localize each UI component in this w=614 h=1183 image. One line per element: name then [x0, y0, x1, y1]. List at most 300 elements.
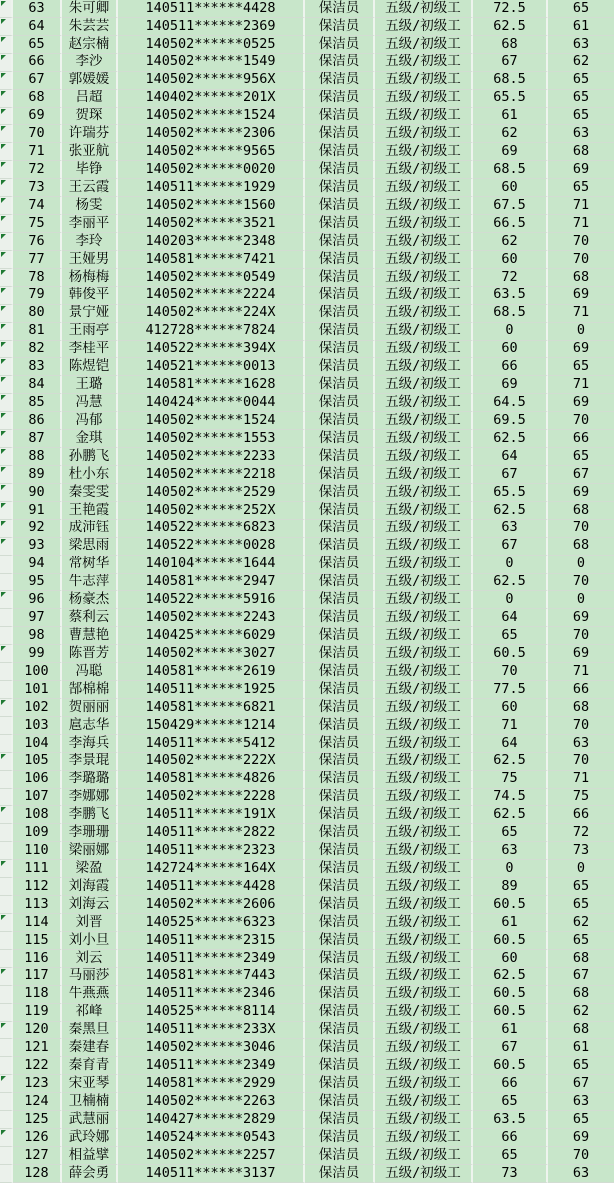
cell-job-title[interactable]: 保洁员 — [305, 161, 375, 179]
flag-cell[interactable] — [0, 394, 13, 412]
cell-skill-level[interactable]: 五级/初级工 — [375, 932, 473, 950]
cell-row-number[interactable]: 89 — [13, 466, 62, 484]
cell-skill-level[interactable]: 五级/初级工 — [375, 305, 473, 323]
cell-job-title[interactable]: 保洁员 — [305, 663, 375, 681]
cell-name[interactable]: 薛会勇 — [62, 1165, 118, 1183]
flag-cell[interactable] — [0, 323, 13, 341]
cell-row-number[interactable]: 78 — [13, 269, 62, 287]
flag-cell[interactable] — [0, 143, 13, 161]
cell-skill-level[interactable]: 五级/初级工 — [375, 896, 473, 914]
cell-score-2[interactable]: 61 — [548, 1039, 614, 1057]
cell-score-1[interactable]: 60 — [473, 251, 548, 269]
cell-score-1[interactable]: 72.5 — [473, 0, 548, 18]
cell-score-1[interactable]: 60.5 — [473, 1004, 548, 1022]
cell-name[interactable]: 吕超 — [62, 90, 118, 108]
cell-score-2[interactable]: 0 — [548, 860, 614, 878]
cell-score-2[interactable]: 62 — [548, 54, 614, 72]
cell-row-number[interactable]: 111 — [13, 860, 62, 878]
cell-score-1[interactable]: 61 — [473, 914, 548, 932]
cell-name[interactable]: 韩俊平 — [62, 287, 118, 305]
cell-id-number[interactable]: 140521******0013 — [118, 358, 305, 376]
flag-cell[interactable] — [0, 125, 13, 143]
cell-job-title[interactable]: 保洁员 — [305, 376, 375, 394]
cell-score-2[interactable]: 65 — [548, 1111, 614, 1129]
cell-job-title[interactable]: 保洁员 — [305, 448, 375, 466]
cell-skill-level[interactable]: 五级/初级工 — [375, 18, 473, 36]
cell-id-number[interactable]: 140511******4428 — [118, 0, 305, 18]
flag-cell[interactable] — [0, 968, 13, 986]
flag-cell[interactable] — [0, 932, 13, 950]
cell-skill-level[interactable]: 五级/初级工 — [375, 842, 473, 860]
cell-skill-level[interactable]: 五级/初级工 — [375, 699, 473, 717]
cell-score-1[interactable]: 67.5 — [473, 197, 548, 215]
cell-job-title[interactable]: 保洁员 — [305, 484, 375, 502]
cell-score-1[interactable]: 65 — [473, 824, 548, 842]
cell-skill-level[interactable]: 五级/初级工 — [375, 789, 473, 807]
cell-row-number[interactable]: 79 — [13, 287, 62, 305]
cell-name[interactable]: 冯聪 — [62, 663, 118, 681]
cell-job-title[interactable]: 保洁员 — [305, 233, 375, 251]
cell-score-2[interactable]: 69 — [548, 609, 614, 627]
cell-skill-level[interactable]: 五级/初级工 — [375, 1039, 473, 1057]
cell-id-number[interactable]: 140502******2257 — [118, 1147, 305, 1165]
cell-name[interactable]: 武慧丽 — [62, 1111, 118, 1129]
cell-skill-level[interactable]: 五级/初级工 — [375, 520, 473, 538]
cell-job-title[interactable]: 保洁员 — [305, 1147, 375, 1165]
cell-skill-level[interactable]: 五级/初级工 — [375, 663, 473, 681]
cell-job-title[interactable]: 保洁员 — [305, 591, 375, 609]
flag-cell[interactable] — [0, 36, 13, 54]
cell-score-2[interactable]: 70 — [548, 574, 614, 592]
cell-score-1[interactable]: 68 — [473, 36, 548, 54]
cell-id-number[interactable]: 140581******2619 — [118, 663, 305, 681]
cell-score-2[interactable]: 69 — [548, 341, 614, 359]
flag-cell[interactable] — [0, 663, 13, 681]
cell-row-number[interactable]: 74 — [13, 197, 62, 215]
cell-skill-level[interactable]: 五级/初级工 — [375, 1165, 473, 1183]
cell-id-number[interactable]: 150429******1214 — [118, 717, 305, 735]
cell-name[interactable]: 李娜娜 — [62, 789, 118, 807]
cell-score-1[interactable]: 72 — [473, 269, 548, 287]
cell-name[interactable]: 孙鹏飞 — [62, 448, 118, 466]
cell-id-number[interactable]: 140402******201X — [118, 90, 305, 108]
cell-job-title[interactable]: 保洁员 — [305, 771, 375, 789]
cell-score-1[interactable]: 67 — [473, 466, 548, 484]
cell-name[interactable]: 陈晋芳 — [62, 645, 118, 663]
flag-cell[interactable] — [0, 341, 13, 359]
cell-name[interactable]: 秦黑旦 — [62, 1022, 118, 1040]
cell-skill-level[interactable]: 五级/初级工 — [375, 609, 473, 627]
cell-id-number[interactable]: 140511******2822 — [118, 824, 305, 842]
flag-cell[interactable] — [0, 591, 13, 609]
cell-skill-level[interactable]: 五级/初级工 — [375, 72, 473, 90]
cell-score-1[interactable]: 77.5 — [473, 681, 548, 699]
cell-skill-level[interactable]: 五级/初级工 — [375, 986, 473, 1004]
cell-row-number[interactable]: 92 — [13, 520, 62, 538]
cell-score-2[interactable]: 65 — [548, 179, 614, 197]
cell-id-number[interactable]: 140502******2228 — [118, 789, 305, 807]
flag-cell[interactable] — [0, 18, 13, 36]
cell-job-title[interactable]: 保洁员 — [305, 1165, 375, 1183]
cell-score-2[interactable]: 68 — [548, 269, 614, 287]
cell-row-number[interactable]: 120 — [13, 1022, 62, 1040]
cell-id-number[interactable]: 140511******5412 — [118, 735, 305, 753]
cell-row-number[interactable]: 119 — [13, 1004, 62, 1022]
cell-row-number[interactable]: 64 — [13, 18, 62, 36]
cell-row-number[interactable]: 122 — [13, 1057, 62, 1075]
flag-cell[interactable] — [0, 806, 13, 824]
cell-job-title[interactable]: 保洁员 — [305, 1075, 375, 1093]
flag-cell[interactable] — [0, 108, 13, 126]
cell-skill-level[interactable]: 五级/初级工 — [375, 735, 473, 753]
cell-job-title[interactable]: 保洁员 — [305, 305, 375, 323]
cell-skill-level[interactable]: 五级/初级工 — [375, 269, 473, 287]
cell-row-number[interactable]: 126 — [13, 1129, 62, 1147]
cell-id-number[interactable]: 140581******4826 — [118, 771, 305, 789]
flag-cell[interactable] — [0, 1111, 13, 1129]
cell-name[interactable]: 王娅男 — [62, 251, 118, 269]
cell-score-1[interactable]: 64 — [473, 735, 548, 753]
cell-name[interactable]: 杨豪杰 — [62, 591, 118, 609]
cell-skill-level[interactable]: 五级/初级工 — [375, 251, 473, 269]
cell-name[interactable]: 李丽平 — [62, 215, 118, 233]
flag-cell[interactable] — [0, 1093, 13, 1111]
cell-id-number[interactable]: 140581******7443 — [118, 968, 305, 986]
cell-row-number[interactable]: 112 — [13, 878, 62, 896]
cell-id-number[interactable]: 140502******2606 — [118, 896, 305, 914]
cell-score-1[interactable]: 67 — [473, 538, 548, 556]
cell-score-2[interactable]: 68 — [548, 502, 614, 520]
cell-row-number[interactable]: 83 — [13, 358, 62, 376]
cell-id-number[interactable]: 140511******4428 — [118, 878, 305, 896]
cell-name[interactable]: 李玲 — [62, 233, 118, 251]
cell-row-number[interactable]: 99 — [13, 645, 62, 663]
cell-name[interactable]: 陈煜铠 — [62, 358, 118, 376]
cell-name[interactable]: 张亚航 — [62, 143, 118, 161]
cell-score-2[interactable]: 62 — [548, 914, 614, 932]
cell-id-number[interactable]: 140502******3046 — [118, 1039, 305, 1057]
flag-cell[interactable] — [0, 448, 13, 466]
cell-job-title[interactable]: 保洁员 — [305, 842, 375, 860]
cell-name[interactable]: 蔡利云 — [62, 609, 118, 627]
cell-id-number[interactable]: 140425******6029 — [118, 627, 305, 645]
cell-name[interactable]: 王艳霞 — [62, 502, 118, 520]
cell-score-1[interactable]: 63 — [473, 520, 548, 538]
flag-cell[interactable] — [0, 717, 13, 735]
cell-name[interactable]: 刘海霞 — [62, 878, 118, 896]
flag-cell[interactable] — [0, 556, 13, 574]
cell-name[interactable]: 秦雯雯 — [62, 484, 118, 502]
flag-cell[interactable] — [0, 538, 13, 556]
cell-skill-level[interactable]: 五级/初级工 — [375, 1129, 473, 1147]
cell-job-title[interactable]: 保洁员 — [305, 860, 375, 878]
cell-job-title[interactable]: 保洁员 — [305, 699, 375, 717]
flag-cell[interactable] — [0, 305, 13, 323]
cell-name[interactable]: 武玲娜 — [62, 1129, 118, 1147]
flag-cell[interactable] — [0, 753, 13, 771]
cell-score-2[interactable]: 70 — [548, 520, 614, 538]
cell-row-number[interactable]: 80 — [13, 305, 62, 323]
cell-job-title[interactable]: 保洁员 — [305, 215, 375, 233]
cell-score-1[interactable]: 62.5 — [473, 806, 548, 824]
cell-skill-level[interactable]: 五级/初级工 — [375, 376, 473, 394]
cell-row-number[interactable]: 63 — [13, 0, 62, 18]
cell-skill-level[interactable]: 五级/初级工 — [375, 591, 473, 609]
cell-name[interactable]: 景宁娅 — [62, 305, 118, 323]
cell-score-1[interactable]: 0 — [473, 860, 548, 878]
cell-row-number[interactable]: 115 — [13, 932, 62, 950]
cell-id-number[interactable]: 140522******6823 — [118, 520, 305, 538]
cell-name[interactable]: 相益擘 — [62, 1147, 118, 1165]
flag-cell[interactable] — [0, 986, 13, 1004]
flag-cell[interactable] — [0, 735, 13, 753]
cell-row-number[interactable]: 75 — [13, 215, 62, 233]
cell-score-1[interactable]: 66 — [473, 358, 548, 376]
cell-score-1[interactable]: 71 — [473, 717, 548, 735]
cell-job-title[interactable]: 保洁员 — [305, 1004, 375, 1022]
cell-skill-level[interactable]: 五级/初级工 — [375, 90, 473, 108]
cell-skill-level[interactable]: 五级/初级工 — [375, 161, 473, 179]
cell-id-number[interactable]: 140427******2829 — [118, 1111, 305, 1129]
cell-score-2[interactable]: 71 — [548, 376, 614, 394]
cell-score-2[interactable]: 70 — [548, 233, 614, 251]
flag-cell[interactable] — [0, 842, 13, 860]
flag-cell[interactable] — [0, 896, 13, 914]
cell-score-2[interactable]: 68 — [548, 538, 614, 556]
cell-job-title[interactable]: 保洁员 — [305, 986, 375, 1004]
cell-score-2[interactable]: 70 — [548, 251, 614, 269]
cell-score-2[interactable]: 70 — [548, 1147, 614, 1165]
flag-cell[interactable] — [0, 358, 13, 376]
cell-score-1[interactable]: 62.5 — [473, 18, 548, 36]
cell-id-number[interactable]: 140502******0020 — [118, 161, 305, 179]
cell-score-1[interactable]: 64 — [473, 448, 548, 466]
cell-row-number[interactable]: 72 — [13, 161, 62, 179]
cell-score-2[interactable]: 71 — [548, 305, 614, 323]
cell-row-number[interactable]: 108 — [13, 806, 62, 824]
cell-score-1[interactable]: 68.5 — [473, 305, 548, 323]
flag-cell[interactable] — [0, 54, 13, 72]
cell-score-1[interactable]: 69.5 — [473, 412, 548, 430]
cell-name[interactable]: 李海兵 — [62, 735, 118, 753]
cell-row-number[interactable]: 95 — [13, 574, 62, 592]
flag-cell[interactable] — [0, 90, 13, 108]
cell-id-number[interactable]: 140511******233X — [118, 1022, 305, 1040]
cell-id-number[interactable]: 140502******2306 — [118, 125, 305, 143]
cell-id-number[interactable]: 140502******1553 — [118, 430, 305, 448]
cell-job-title[interactable]: 保洁员 — [305, 950, 375, 968]
cell-name[interactable]: 贺丽丽 — [62, 699, 118, 717]
cell-id-number[interactable]: 412728******7824 — [118, 323, 305, 341]
cell-row-number[interactable]: 66 — [13, 54, 62, 72]
flag-cell[interactable] — [0, 914, 13, 932]
cell-job-title[interactable]: 保洁员 — [305, 681, 375, 699]
flag-cell[interactable] — [0, 287, 13, 305]
cell-score-2[interactable]: 65 — [548, 358, 614, 376]
cell-name[interactable]: 王云霞 — [62, 179, 118, 197]
flag-cell[interactable] — [0, 1129, 13, 1147]
cell-row-number[interactable]: 87 — [13, 430, 62, 448]
cell-name[interactable]: 杨雯 — [62, 197, 118, 215]
flag-cell[interactable] — [0, 233, 13, 251]
flag-cell[interactable] — [0, 1057, 13, 1075]
cell-job-title[interactable]: 保洁员 — [305, 0, 375, 18]
cell-job-title[interactable]: 保洁员 — [305, 197, 375, 215]
cell-score-1[interactable]: 62.5 — [473, 502, 548, 520]
cell-score-1[interactable]: 69 — [473, 376, 548, 394]
cell-row-number[interactable]: 98 — [13, 627, 62, 645]
cell-skill-level[interactable]: 五级/初级工 — [375, 968, 473, 986]
flag-cell[interactable] — [0, 1147, 13, 1165]
cell-job-title[interactable]: 保洁员 — [305, 645, 375, 663]
cell-score-1[interactable]: 0 — [473, 556, 548, 574]
cell-row-number[interactable]: 104 — [13, 735, 62, 753]
flag-cell[interactable] — [0, 860, 13, 878]
cell-job-title[interactable]: 保洁员 — [305, 717, 375, 735]
flag-cell[interactable] — [0, 430, 13, 448]
cell-score-2[interactable]: 67 — [548, 968, 614, 986]
flag-cell[interactable] — [0, 609, 13, 627]
cell-score-1[interactable]: 61 — [473, 108, 548, 126]
cell-score-1[interactable]: 65.5 — [473, 484, 548, 502]
flag-cell[interactable] — [0, 72, 13, 90]
cell-score-2[interactable]: 0 — [548, 556, 614, 574]
cell-score-2[interactable]: 71 — [548, 663, 614, 681]
cell-job-title[interactable]: 保洁员 — [305, 323, 375, 341]
flag-cell[interactable] — [0, 1075, 13, 1093]
cell-name[interactable]: 刘小旦 — [62, 932, 118, 950]
cell-id-number[interactable]: 140581******6821 — [118, 699, 305, 717]
cell-skill-level[interactable]: 五级/初级工 — [375, 806, 473, 824]
cell-row-number[interactable]: 103 — [13, 717, 62, 735]
cell-score-2[interactable]: 69 — [548, 645, 614, 663]
cell-job-title[interactable]: 保洁员 — [305, 341, 375, 359]
cell-row-number[interactable]: 70 — [13, 125, 62, 143]
cell-score-2[interactable]: 65 — [548, 896, 614, 914]
cell-job-title[interactable]: 保洁员 — [305, 251, 375, 269]
cell-id-number[interactable]: 140502******956X — [118, 72, 305, 90]
cell-id-number[interactable]: 140502******0525 — [118, 36, 305, 54]
cell-row-number[interactable]: 94 — [13, 556, 62, 574]
cell-score-2[interactable]: 65 — [548, 72, 614, 90]
cell-skill-level[interactable]: 五级/初级工 — [375, 771, 473, 789]
cell-row-number[interactable]: 67 — [13, 72, 62, 90]
cell-name[interactable]: 贺琛 — [62, 108, 118, 126]
cell-skill-level[interactable]: 五级/初级工 — [375, 1075, 473, 1093]
cell-skill-level[interactable]: 五级/初级工 — [375, 341, 473, 359]
cell-score-2[interactable]: 69 — [548, 1129, 614, 1147]
cell-id-number[interactable]: 140502******252X — [118, 502, 305, 520]
cell-score-2[interactable]: 65 — [548, 90, 614, 108]
cell-score-1[interactable]: 60.5 — [473, 986, 548, 1004]
cell-id-number[interactable]: 140581******2929 — [118, 1075, 305, 1093]
cell-skill-level[interactable]: 五级/初级工 — [375, 466, 473, 484]
cell-job-title[interactable]: 保洁员 — [305, 538, 375, 556]
cell-score-2[interactable]: 73 — [548, 842, 614, 860]
cell-id-number[interactable]: 140511******2349 — [118, 950, 305, 968]
cell-job-title[interactable]: 保洁员 — [305, 18, 375, 36]
cell-id-number[interactable]: 140502******2529 — [118, 484, 305, 502]
cell-job-title[interactable]: 保洁员 — [305, 1111, 375, 1129]
cell-score-2[interactable]: 68 — [548, 986, 614, 1004]
cell-skill-level[interactable]: 五级/初级工 — [375, 1004, 473, 1022]
cell-name[interactable]: 杨梅梅 — [62, 269, 118, 287]
cell-job-title[interactable]: 保洁员 — [305, 269, 375, 287]
flag-cell[interactable] — [0, 466, 13, 484]
cell-score-2[interactable]: 71 — [548, 197, 614, 215]
cell-name[interactable]: 李鹏飞 — [62, 806, 118, 824]
cell-job-title[interactable]: 保洁员 — [305, 1022, 375, 1040]
cell-name[interactable]: 常树华 — [62, 556, 118, 574]
cell-score-2[interactable]: 69 — [548, 161, 614, 179]
cell-score-2[interactable]: 0 — [548, 591, 614, 609]
cell-skill-level[interactable]: 五级/初级工 — [375, 681, 473, 699]
cell-score-1[interactable]: 60.5 — [473, 896, 548, 914]
cell-score-1[interactable]: 74.5 — [473, 789, 548, 807]
cell-row-number[interactable]: 82 — [13, 341, 62, 359]
cell-row-number[interactable]: 106 — [13, 771, 62, 789]
cell-skill-level[interactable]: 五级/初级工 — [375, 502, 473, 520]
cell-row-number[interactable]: 81 — [13, 323, 62, 341]
cell-score-1[interactable]: 60 — [473, 341, 548, 359]
cell-skill-level[interactable]: 五级/初级工 — [375, 0, 473, 18]
cell-job-title[interactable]: 保洁员 — [305, 1057, 375, 1075]
cell-score-1[interactable]: 64.5 — [473, 394, 548, 412]
cell-skill-level[interactable]: 五级/初级工 — [375, 197, 473, 215]
cell-score-2[interactable]: 70 — [548, 412, 614, 430]
cell-job-title[interactable]: 保洁员 — [305, 574, 375, 592]
cell-skill-level[interactable]: 五级/初级工 — [375, 108, 473, 126]
flag-cell[interactable] — [0, 215, 13, 233]
cell-row-number[interactable]: 77 — [13, 251, 62, 269]
cell-row-number[interactable]: 118 — [13, 986, 62, 1004]
cell-row-number[interactable]: 128 — [13, 1165, 62, 1183]
cell-job-title[interactable]: 保洁员 — [305, 1129, 375, 1147]
flag-cell[interactable] — [0, 376, 13, 394]
cell-score-1[interactable]: 66 — [473, 1129, 548, 1147]
cell-score-2[interactable]: 66 — [548, 681, 614, 699]
cell-skill-level[interactable]: 五级/初级工 — [375, 179, 473, 197]
flag-cell[interactable] — [0, 1022, 13, 1040]
cell-id-number[interactable]: 140502******2218 — [118, 466, 305, 484]
cell-skill-level[interactable]: 五级/初级工 — [375, 430, 473, 448]
cell-skill-level[interactable]: 五级/初级工 — [375, 412, 473, 430]
flag-cell[interactable] — [0, 197, 13, 215]
cell-score-2[interactable]: 70 — [548, 627, 614, 645]
cell-job-title[interactable]: 保洁员 — [305, 914, 375, 932]
flag-cell[interactable] — [0, 878, 13, 896]
cell-id-number[interactable]: 140424******0044 — [118, 394, 305, 412]
cell-job-title[interactable]: 保洁员 — [305, 54, 375, 72]
cell-score-1[interactable]: 68.5 — [473, 72, 548, 90]
cell-job-title[interactable]: 保洁员 — [305, 287, 375, 305]
cell-name[interactable]: 王雨亭 — [62, 323, 118, 341]
cell-skill-level[interactable]: 五级/初级工 — [375, 914, 473, 932]
cell-score-1[interactable]: 60 — [473, 179, 548, 197]
cell-skill-level[interactable]: 五级/初级工 — [375, 574, 473, 592]
cell-name[interactable]: 王璐 — [62, 376, 118, 394]
cell-id-number[interactable]: 140203******2348 — [118, 233, 305, 251]
cell-job-title[interactable]: 保洁员 — [305, 36, 375, 54]
cell-skill-level[interactable]: 五级/初级工 — [375, 1057, 473, 1075]
cell-job-title[interactable]: 保洁员 — [305, 90, 375, 108]
cell-id-number[interactable]: 140511******2349 — [118, 1057, 305, 1075]
cell-score-1[interactable]: 65.5 — [473, 90, 548, 108]
cell-id-number[interactable]: 140581******2947 — [118, 574, 305, 592]
cell-skill-level[interactable]: 五级/初级工 — [375, 753, 473, 771]
cell-name[interactable]: 郭媛媛 — [62, 72, 118, 90]
cell-job-title[interactable]: 保洁员 — [305, 358, 375, 376]
